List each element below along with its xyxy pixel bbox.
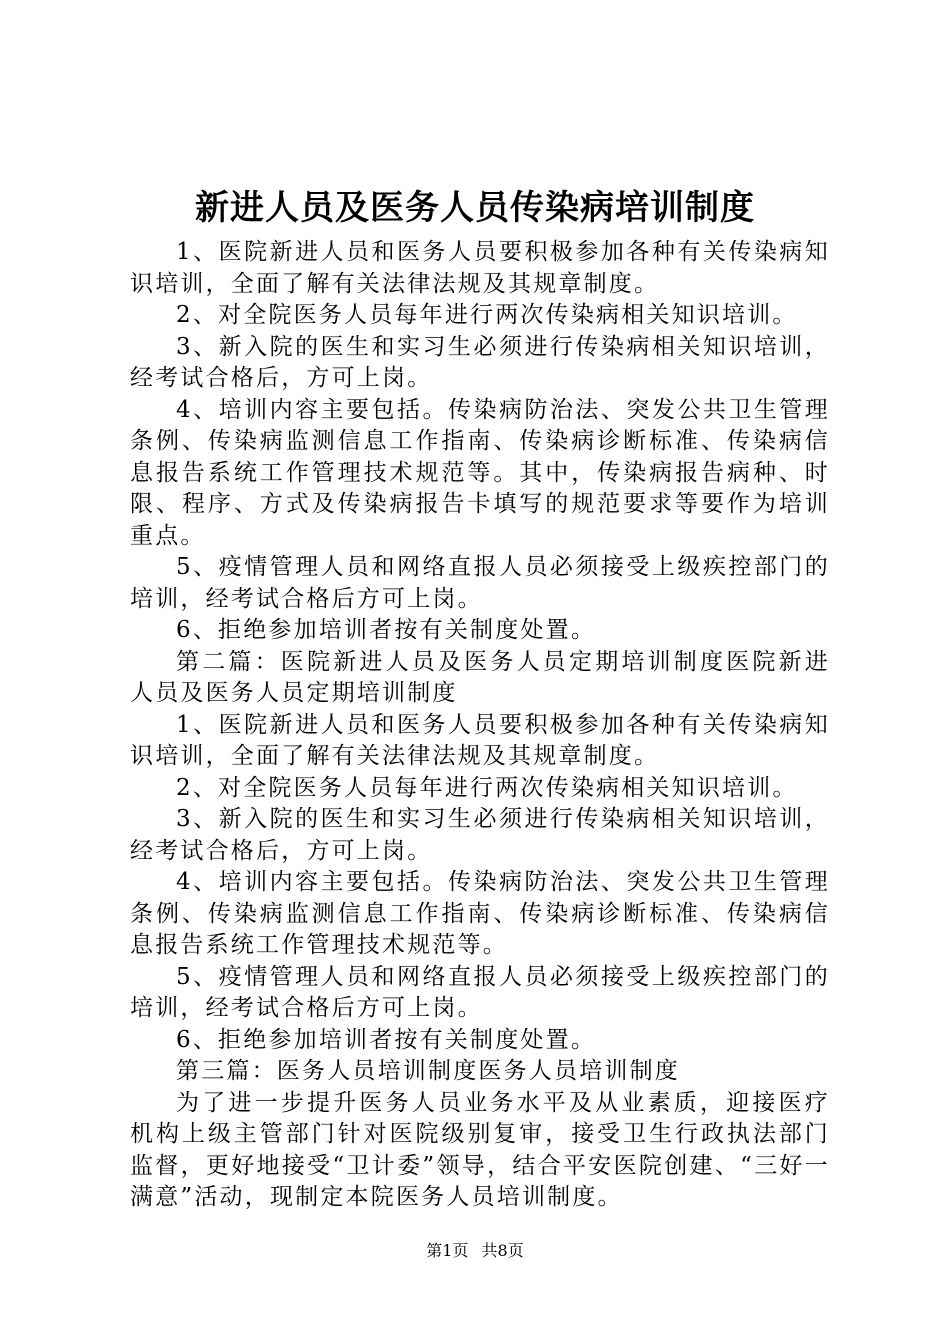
paragraph-3: 3、新入院的医生和实习生必须进行传染病相关知识培训，经考试合格后，方可上岗。 <box>130 333 830 391</box>
paragraph-8: 2、对全院医务人员每年进行两次传染病相关知识培训。 <box>176 774 798 801</box>
section-heading-3: 第三篇：医务人员培训制度医务人员培训制度 <box>176 1058 680 1084</box>
page-footer <box>0 1240 950 1262</box>
paragraph-13: 为了进一步提升医务人员业务水平及从业素质，迎接医疗机构上级主管部门针对医院级别复审，接受卫生行政执法部门监督，更好地接受“卫计委”领导，结合平安医院创建、“三好一满意”活动，现制定本院医务人员培训制度。 <box>130 1089 830 1210</box>
paragraph-1: 1、医院新进人员和医务人员要积极参加各种有关传染病知识培训，全面了解有关法律法规及其规章制度。 <box>130 239 830 297</box>
page-number: 第1页 <box>426 1241 469 1260</box>
paragraph-6: 6、拒绝参加培训者按有关制度处置。 <box>176 617 597 643</box>
paragraph-9: 3、新入院的医生和实习生必须进行传染病相关知识培训，经考试合格后，方可上岗。 <box>130 806 830 864</box>
paragraph-5: 5、疫情管理人员和网络直报人员必须接受上级疾控部门的培训，经考试合格后方可上岗。 <box>130 554 830 612</box>
section-heading-2: 第二篇：医院新进人员及医务人员定期培训制度医院新进人员及医务人员定期培训制度 <box>130 648 830 706</box>
paragraph-11: 5、疫情管理人员和网络直报人员必须接受上级疾控部门的培训，经考试合格后方可上岗。 <box>130 963 830 1021</box>
page-total: 共8页 <box>481 1241 524 1260</box>
paragraph-12: 6、拒绝参加培训者按有关制度处置。 <box>176 1026 597 1053</box>
document-body <box>130 237 830 1214</box>
paragraph-7: 1、医院新进人员和医务人员要积极参加各种有关传染病知识培训，全面了解有关法律法规及其规章制度。 <box>130 711 830 769</box>
paragraph-10: 4、培训内容主要包括。传染病防治法、突发公共卫生管理条例、传染病监测信息工作指南、传染病诊断标准、传染病信息报告系统工作管理技术规范等。 <box>130 869 830 958</box>
paragraph-2: 2、对全院医务人员每年进行两次传染病相关知识培训。 <box>176 302 798 328</box>
document-title: 新进人员及医务人员传染病培训制度 <box>195 188 755 228</box>
paragraph-4: 4、培训内容主要包括。传染病防治法、突发公共卫生管理条例、传染病监测信息工作指南、传染病诊断标准、传染病信息报告系统工作管理技术规范等。其中，传染病报告病种、时限、程序、方式及传染病报告卡填写的规范要求等要作为培训重点。 <box>130 396 830 549</box>
